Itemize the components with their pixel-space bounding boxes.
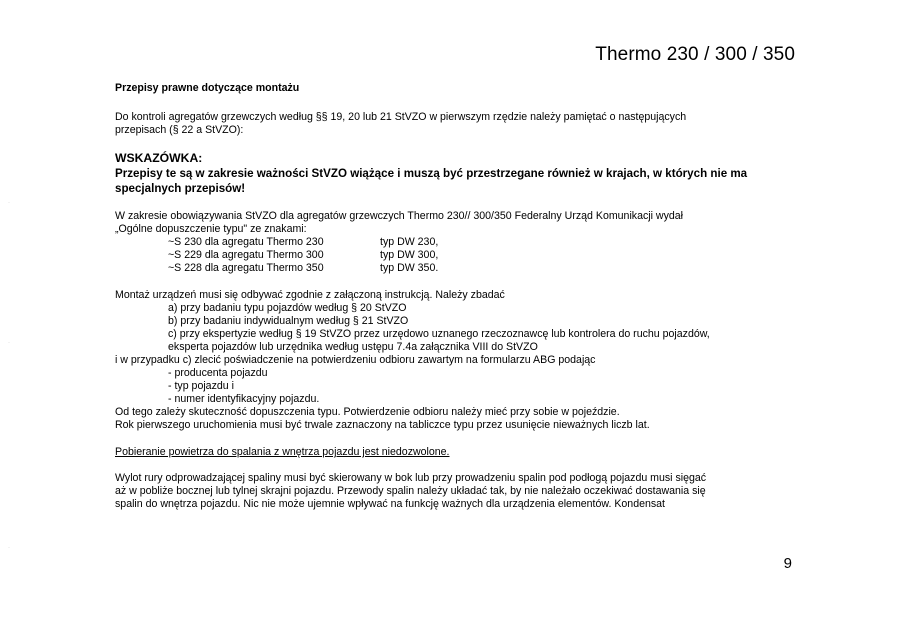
inspection-item: a) przy badaniu typu pojazdów według § 20 StVZO	[168, 302, 407, 314]
document-body	[115, 82, 795, 511]
approval-mark: ~S 230 dla agregatu Thermo 230	[168, 236, 324, 248]
exhaust-line-3: spalin do wnętrza pojazdu. Nic nie może ujemnie wpływać na funkcję ważnych dla urządzenia elementów. Kondensat	[115, 498, 666, 510]
exhaust-line-1: Wylot rury odprowadzającej spaliny musi być skierowany w bok lub przy prowadzeniu spalin pod podłogą pojazdu musi sięgać	[115, 472, 707, 484]
inspection-intro: Montaż urządzeń musi się odbywać zgodnie z załączoną instrukcją. Należy zbadać	[115, 289, 505, 301]
intro-line-1: Do kontroli agregatów grzewczych według §§ 19, 20 lub 21 StVZO w pierwszym rzędzie należy pamiętać o następujących	[115, 111, 687, 123]
exhaust-line-2: aż w pobliże bocznej lub tylnej skrajni pojazdu. Przewody spalin należy układać tak, by nie należało oczekiwać dostawania się	[115, 485, 706, 497]
case-c-intro: i w przypadku c) zlecić poświadczenie na potwierdzeniu odbioru zawartym na formularzu ABG podając	[115, 354, 596, 366]
combustion-air-warning: Pobieranie powietrza do spalania z wnętrza pojazdu jest niedozwolone.	[115, 446, 450, 458]
scan-margin-mark: ·	[8, 200, 10, 206]
approval-intro-1: W zakresie obowiązywania StVZO dla agregatów grzewczych Thermo 230// 300/350 Federalny Urząd Komunikacji wydał	[115, 210, 684, 222]
inspection-item: eksperta pojazdów lub urzędnika według ustępu 7.4a załącznika VIII do StVZO	[168, 341, 538, 353]
case-c-list	[168, 367, 795, 406]
approval-type: typ DW 230,	[380, 236, 439, 248]
case-c-item: - typ pojazdu i	[168, 380, 234, 392]
inspection-list	[168, 302, 795, 354]
approval-type: typ DW 350.	[380, 262, 439, 274]
notice-line-2: specjalnych przepisów!	[115, 182, 246, 195]
inspection-item: b) przy badaniu indywidualnym według § 21 StVZO	[168, 315, 409, 327]
approval-mark: ~S 228 dla agregatu Thermo 350	[168, 262, 324, 274]
page-number: 9	[783, 555, 792, 572]
case-c-item: - numer identyfikacyjny pojazdu.	[168, 393, 320, 405]
case-c-item: - producenta pojazdu	[168, 367, 268, 379]
scan-margin-mark: ·	[8, 340, 10, 346]
section-title: Przepisy prawne dotyczące montażu	[115, 82, 300, 94]
scan-margin-mark: ·	[8, 545, 10, 551]
approval-intro-2: „Ogólne dopuszczenie typu" ze znakami:	[115, 223, 307, 235]
inspection-item: c) przy ekspertyzie według § 19 StVZO przez urzędowo uznanego rzeczoznawcę lub kontrolera do ruchu pojazdów,	[168, 328, 710, 340]
notice-title: WSKAZÓWKA:	[115, 151, 203, 165]
approval-type: typ DW 300,	[380, 249, 439, 261]
year-note: Rok pierwszego uruchomienia musi być trwale zaznaczony na tabliczce typu przez usunięcie nieważnych liczb lat.	[115, 419, 650, 431]
page-header-title: Thermo 230 / 300 / 350	[595, 44, 795, 65]
notice-line-1: Przepisy te są w zakresie ważności StVZO wiążące i muszą być przestrzegane również w krajach, w których nie ma	[115, 167, 748, 180]
approval-item	[168, 262, 795, 275]
approval-item	[168, 236, 795, 249]
approval-item	[168, 249, 795, 262]
intro-line-2: przepisach (§ 22 a StVZO):	[115, 124, 244, 136]
approval-list	[168, 236, 795, 275]
approval-mark: ~S 229 dla agregatu Thermo 300	[168, 249, 324, 261]
validity-note: Od tego zależy skuteczność dopuszczenia typu. Potwierdzenie odbioru należy mieć przy sobie w pojeździe.	[115, 406, 620, 418]
